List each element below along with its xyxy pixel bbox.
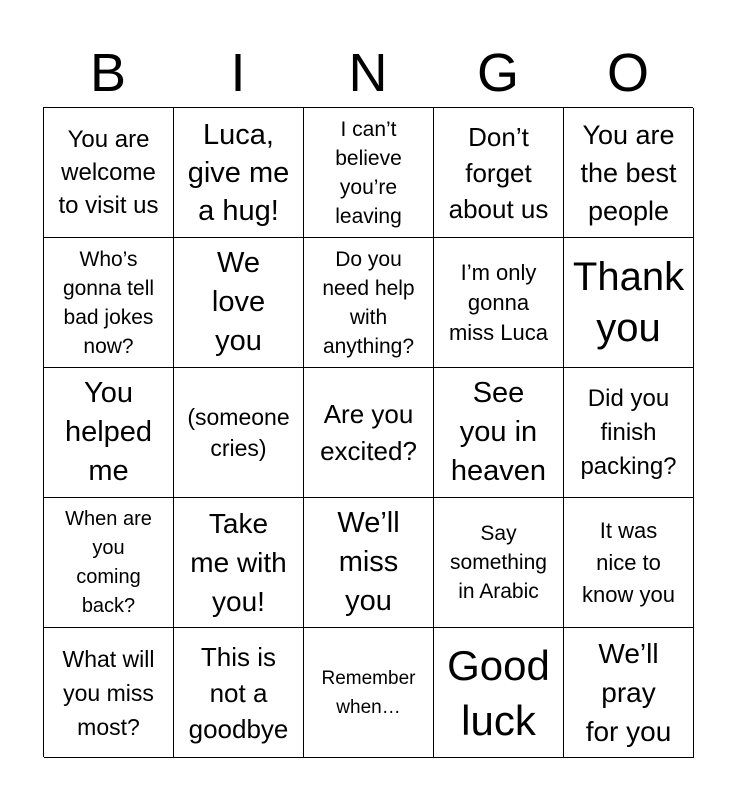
bingo-cell[interactable] [434,238,564,368]
bingo-cell[interactable] [564,498,694,628]
bingo-cell[interactable] [174,368,304,498]
cell-text: Say something in Arabic [450,522,547,603]
cell-text: You helped me [64,377,153,487]
bingo-cell[interactable] [304,498,434,628]
bingo-cell[interactable] [44,238,174,368]
bingo-cell[interactable] [174,108,304,238]
cell-text: Thank you [572,254,685,350]
bingo-cell[interactable] [174,628,304,758]
bingo-cell[interactable] [564,238,694,368]
cell-text: I’m only gonna miss Luca [448,259,549,345]
cell-text: When are you coming back? [65,507,152,617]
bingo-cell[interactable] [44,368,174,498]
cell-text: We’ll pray for you [585,638,672,747]
header-letter-i: I [230,43,246,103]
cell-text: Are you excited? [320,398,417,466]
cell-text: Don’t forget about us [448,121,549,224]
cell-text: Take me with you! [190,508,287,617]
bingo-cell[interactable] [304,108,434,238]
header-letter-g: G [476,43,519,103]
cell-text: See you in heaven [450,377,547,487]
cell-text: This is not a goodbye [188,641,289,744]
cell-text: I can’t believe you’re leaving [335,117,402,228]
bingo-cell[interactable] [304,238,434,368]
bingo-cell[interactable] [564,368,694,498]
header-letter-n: N [348,43,388,103]
cell-text: What will you miss most? [62,645,155,740]
cell-text: Good luck [447,641,550,744]
cell-text: You are the best people [580,119,677,226]
bingo-cell[interactable] [434,368,564,498]
bingo-cell[interactable] [174,238,304,368]
bingo-cell[interactable] [434,108,564,238]
bingo-cell[interactable] [434,628,564,758]
cell-text: Do you need help with anything? [322,247,415,358]
cell-text: We love you [211,247,266,357]
bingo-cell[interactable] [44,108,174,238]
header-letter-o: O [606,43,649,103]
bingo-cell[interactable] [304,628,434,758]
cell-text: It was nice to know you [582,517,675,607]
cell-text: You are welcome to visit us [58,126,159,219]
bingo-cell[interactable] [304,368,434,498]
bingo-cell[interactable] [44,628,174,758]
cell-text: Luca, give me a hug! [187,118,290,227]
cell-text: We’ll miss you [337,507,400,617]
cell-text: (someone cries) [187,403,290,461]
cell-text: Remember when… [321,667,416,718]
bingo-cell[interactable] [174,498,304,628]
header-letter-b: B [89,43,127,103]
bingo-cell[interactable] [44,498,174,628]
bingo-cell[interactable] [564,628,694,758]
bingo-header [43,40,693,106]
bingo-cell[interactable] [434,498,564,628]
cell-text: Did you finish packing? [580,384,677,480]
cell-text: Who’s gonna tell bad jokes now? [62,247,155,358]
bingo-cell[interactable] [564,108,694,238]
bingo-board [43,107,693,757]
